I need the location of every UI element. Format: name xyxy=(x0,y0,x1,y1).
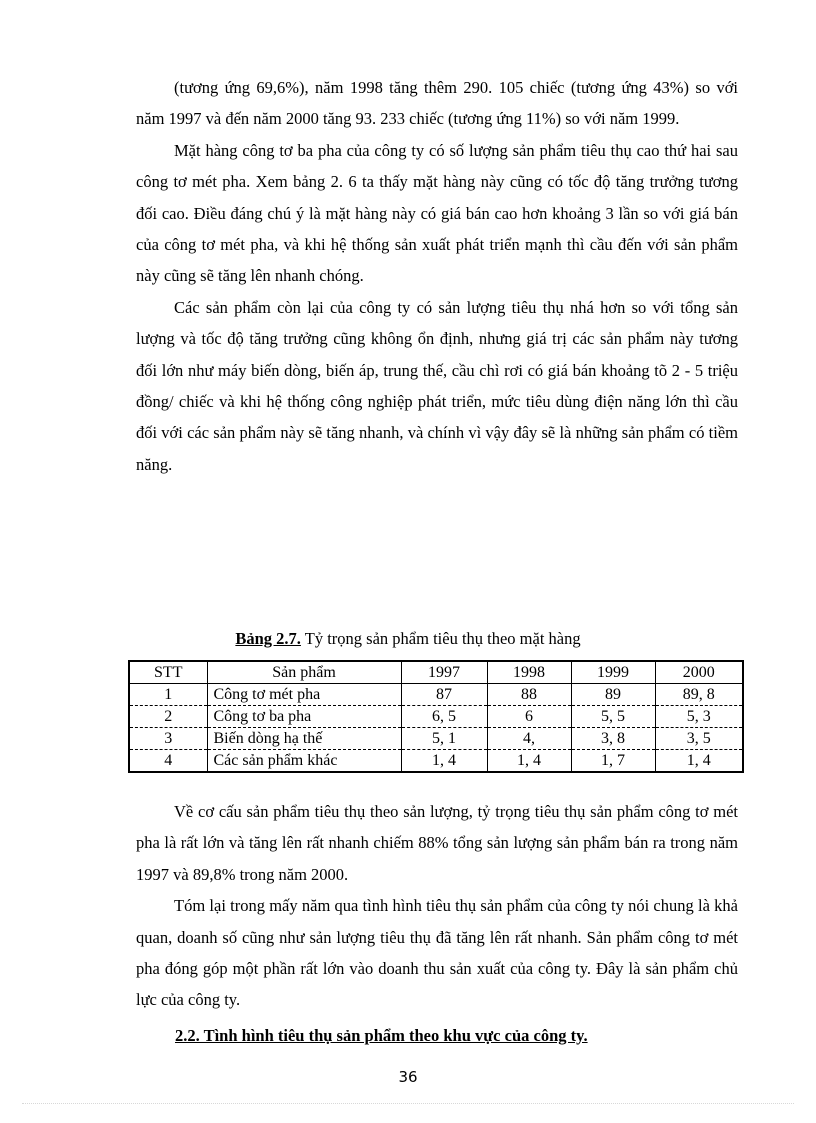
table-cell: 6 xyxy=(487,706,571,728)
table-cell: 5, 1 xyxy=(401,728,487,750)
body-text-bottom xyxy=(136,796,738,1016)
table-cell: 1, 7 xyxy=(571,750,655,773)
table-cell: 6, 5 xyxy=(401,706,487,728)
paragraph: (tương ứng 69,6%), năm 1998 tăng thêm 290. 105 chiếc (tương ứng 43%) so với năm 1997 và đến năm 2000 tăng 93. 233 chiếc (tương ứng 11%) so với năm 1999. xyxy=(136,78,738,129)
header-cell: 1998 xyxy=(487,661,571,684)
table-cell: 1, 4 xyxy=(655,750,743,773)
body-text-top xyxy=(136,72,738,480)
paragraph: Mặt hàng công tơ ba pha của công ty có số lượng sản phẩm tiêu thụ cao thứ hai sau công tơ mét pha. Xem bảng 2. 6 ta thấy mặt hàng này cũng có tốc độ tăng trưởng tương đối cao. Điều đáng chú ý là mặt hàng này có giá bán cao hơn khoảng 3 lần so với giá bán của công tơ mét pha, và khi hệ thống sản xuất phát triển mạnh thì cầu đến với sản phẩm này cũng sẽ tăng lên nhanh chóng. xyxy=(136,140,738,286)
table-cell: 5, 5 xyxy=(571,706,655,728)
footer-divider xyxy=(22,1103,794,1104)
table-cell: 4, xyxy=(487,728,571,750)
header-cell: 2000 xyxy=(655,661,743,684)
paragraph: Tóm lại trong mấy năm qua tình hình tiêu thụ sản phẩm của công ty nói chung là khả quan, doanh số cũng như sản lượng tiêu thụ đã tăng lên rất nhanh. Sản phẩm công tơ mét pha đóng góp một phần rất lớn vào doanh thu sản xuất của công ty. Đây là sản phẩm chủ lực của công ty. xyxy=(136,896,738,1010)
table-cell: Công tơ mét pha xyxy=(207,684,401,706)
paragraph: Các sản phẩm còn lại của công ty có sản lượng tiêu thụ nhá hơn so với tổng sản lượng và tốc độ tăng trưởng cũng không ổn định, nhưng giá trị các sản phẩm này tương đối lớn như máy biến dòng, biến áp, trung thế, cầu chì rơi có giá bán khoảng tõ 2 - 5 triệu đồng/ chiếc và khi hệ thống công nghiệp phát triển, mức tiêu dùng điện năng lớn thì cầu đối với các sản phẩm này sẽ tăng nhanh, và chính vì vậy đây sẽ là những sản phẩm có tiềm năng. xyxy=(136,297,738,474)
table-row xyxy=(129,684,743,706)
table-caption xyxy=(0,627,816,651)
table-row xyxy=(129,728,743,750)
table-cell: Các sản phẩm khác xyxy=(207,750,401,773)
table-cell: 3 xyxy=(129,728,207,750)
table-header-row xyxy=(129,661,743,684)
table-caption-label: Bảng 2.7. xyxy=(235,629,301,648)
table-cell: 4 xyxy=(129,750,207,773)
table-cell: 89, 8 xyxy=(655,684,743,706)
paragraph: Về cơ cấu sản phẩm tiêu thụ theo sản lượng, tỷ trọng tiêu thụ sản phẩm công tơ mét pha là rất lớn và tăng lên rất nhanh chiếm 88% tổng sản lượng sản phẩm bán ra trong năm 1997 và 89,8% trong năm 2000. xyxy=(136,802,738,884)
section-heading: 2.2. Tình hình tiêu thụ sản phẩm theo khu vực của công ty. xyxy=(175,1026,588,1045)
table-row xyxy=(129,750,743,773)
table-cell: 3, 8 xyxy=(571,728,655,750)
table-cell: Biến dòng hạ thế xyxy=(207,728,401,750)
table-cell: 87 xyxy=(401,684,487,706)
table-row xyxy=(129,706,743,728)
table-caption-text: Tỷ trọng sản phẩm tiêu thụ theo mặt hàng xyxy=(300,629,581,648)
table-cell: 3, 5 xyxy=(655,728,743,750)
header-cell: 1997 xyxy=(401,661,487,684)
product-share-table xyxy=(128,660,744,773)
page-number: 36 xyxy=(398,1068,418,1086)
table-cell: 1, 4 xyxy=(487,750,571,773)
header-cell: STT xyxy=(129,661,207,684)
table-cell: 5, 3 xyxy=(655,706,743,728)
table-cell: 1, 4 xyxy=(401,750,487,773)
table-cell: 89 xyxy=(571,684,655,706)
header-cell: 1999 xyxy=(571,661,655,684)
header-cell: Sản phẩm xyxy=(207,661,401,684)
table-cell: 88 xyxy=(487,684,571,706)
table-cell: 1 xyxy=(129,684,207,706)
table-cell: 2 xyxy=(129,706,207,728)
table-cell: Công tơ ba pha xyxy=(207,706,401,728)
